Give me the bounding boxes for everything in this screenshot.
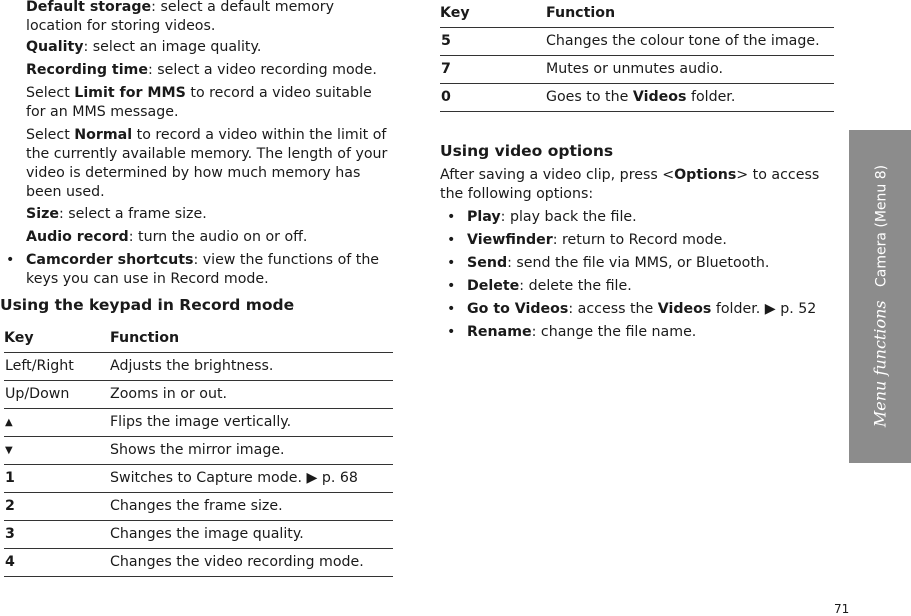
table-row (4, 381, 393, 409)
key-cell: ▼ (5, 445, 13, 456)
key-cell: ▲ (5, 417, 13, 428)
table-row (440, 28, 834, 56)
table-header-row (440, 0, 834, 28)
column-header-key: Key (440, 5, 470, 21)
column-header-function: Function (110, 330, 180, 346)
function-cell: Changes the image quality. (110, 526, 304, 542)
table-row (4, 353, 393, 381)
column-header-key: Key (4, 330, 34, 346)
normal-mode-text: Select Normal to record a video within the limit of the currently available memory. The length of your video is determined by how much memory has been used. (26, 127, 388, 200)
section-title: Menu functions (870, 300, 890, 428)
function-cell: Changes the frame size. (110, 498, 283, 514)
bullet: • (447, 324, 456, 340)
keypad-heading: Using the keypad in Record mode (0, 296, 295, 314)
page-number: 71 (834, 602, 850, 616)
camcorder-shortcuts-item: • Camcorder shortcuts: view the functions of the keys you can use in Record mode. (6, 252, 380, 287)
function-cell: Mutes or unmutes audio. (546, 61, 724, 77)
bullet: • (447, 232, 456, 248)
table-row (4, 409, 393, 437)
table-row (4, 493, 393, 521)
bullet: • (447, 301, 456, 317)
key-cell: 1 (5, 470, 15, 486)
table-row (440, 84, 834, 112)
list-item: • Send: send the file via MMS, or Bluetooth. (447, 255, 770, 271)
option-audio-record: Audio record: turn the audio on or off. (26, 229, 308, 245)
function-cell: Changes the colour tone of the image. (546, 33, 820, 49)
option-size: Size: select a frame size. (26, 206, 207, 222)
function-cell: Flips the image vertically. (110, 414, 292, 430)
key-cell: Up/Down (5, 386, 70, 402)
record-mode-key-table (4, 325, 393, 577)
table-header-row (4, 325, 393, 353)
bullet: • (447, 209, 456, 225)
table-row (4, 549, 393, 577)
key-cell: 4 (5, 554, 15, 570)
function-cell: Switches to Capture mode. ▶ p. 68 (110, 470, 358, 486)
list-item: • Go to Videos: access the Videos folder. ▶ p. 52 (447, 301, 817, 317)
video-options-intro: After saving a video clip, press <Options> to access the following options: (440, 167, 820, 202)
key-cell: 0 (441, 89, 451, 105)
function-cell: Shows the mirror image. (110, 442, 285, 458)
function-cell: Goes to the Videos folder. (546, 89, 736, 105)
bullet: • (6, 252, 15, 268)
key-cell: 2 (5, 498, 15, 514)
table-row (4, 521, 393, 549)
key-cell: 7 (441, 61, 451, 77)
function-cell: Zooms in or out. (110, 386, 228, 402)
function-cell: Changes the video recording mode. (110, 554, 364, 570)
limit-for-mms-text: Select Limit for MMS to record a video suitable for an MMS message. (26, 85, 372, 120)
function-cell: Adjusts the brightness. (110, 358, 274, 374)
section-tab-label (871, 165, 890, 427)
table-row (440, 56, 834, 84)
video-options-heading: Using video options (440, 142, 614, 160)
subsection-title: Camera (Menu 8) (873, 164, 890, 288)
column-header-function: Function (546, 5, 616, 21)
option-recording-time: Recording time: select a video recording mode. (26, 62, 377, 78)
list-item: • Viewfinder: return to Record mode. (447, 232, 727, 248)
key-cell: 3 (5, 526, 15, 542)
table-row (4, 437, 393, 465)
key-cell: Left/Right (5, 358, 74, 374)
record-mode-key-table-continued (440, 0, 834, 112)
list-item: • Play: play back the file. (447, 209, 637, 225)
bullet: • (447, 255, 456, 271)
list-item: • Rename: change the file name. (447, 324, 697, 340)
bullet: • (447, 278, 456, 294)
list-item: • Delete: delete the file. (447, 278, 632, 294)
key-cell: 5 (441, 33, 451, 49)
option-quality: Quality: select an image quality. (26, 39, 262, 55)
option-default-storage: Default storage: select a default memory location for storing videos. (26, 0, 335, 34)
table-row (4, 465, 393, 493)
